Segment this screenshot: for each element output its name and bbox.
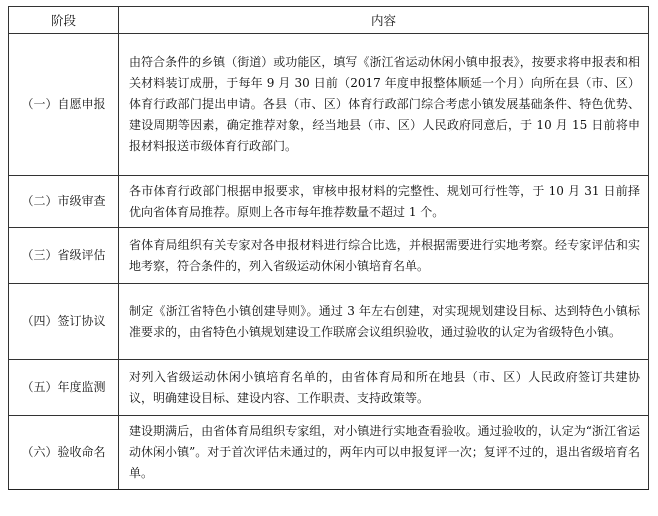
stage-cell: （五）年度监测 bbox=[9, 360, 119, 416]
content-cell: 省体育局组织有关专家对各申报材料进行综合比选，并根据需要进行实地考察。经专家评估和实地考察，符合条件的，列入省级运动休闲小镇培育名单。 bbox=[119, 228, 649, 284]
table-row bbox=[9, 360, 649, 416]
content-cell: 对列入省级运动休闲小镇培育名单的，由省体育局和所在地县（市、区）人民政府签订共建协议，明确建设目标、建设内容、工作职责、支持政策等。 bbox=[119, 360, 649, 416]
content-cell: 建设期满后，由省体育局组织专家组，对小镇进行实地查看验收。通过验收的，认定为“浙江省运动休闲小镇”。对于首次评估未通过的，两年内可以申报复评一次；复评不过的，退出省级培育名单。 bbox=[119, 416, 649, 490]
table-row bbox=[9, 284, 649, 360]
stage-cell: （四）签订协议 bbox=[9, 284, 119, 360]
process-table bbox=[8, 6, 649, 490]
content-cell: 各市体育行政部门根据申报要求，审核申报材料的完整性、规划可行性等，于 10 月 31 日前择优向省体育局推荐。原则上各市每年推荐数量不超过 1 个。 bbox=[119, 176, 649, 228]
table-row bbox=[9, 416, 649, 490]
stage-cell: （一）自愿申报 bbox=[9, 34, 119, 176]
process-table-container bbox=[8, 6, 648, 490]
table-row bbox=[9, 176, 649, 228]
content-cell: 制定《浙江省特色小镇创建导则》。通过 3 年左右创建，对实现规划建设目标、达到特色小镇标准要求的，由省特色小镇规划建设工作联席会议组织验收，通过验收的认定为省级特色小镇。 bbox=[119, 284, 649, 360]
stage-cell: （二）市级审查 bbox=[9, 176, 119, 228]
table-header-row bbox=[9, 7, 649, 34]
table-row bbox=[9, 228, 649, 284]
stage-cell: （三）省级评估 bbox=[9, 228, 119, 284]
content-cell: 由符合条件的乡镇（街道）或功能区，填写《浙江省运动休闲小镇申报表》，按要求将申报表和相关材料装订成册，于每年 9 月 30 日前（2017 年度申报整体顺延一个月）向所在县（市、区）体育行政部门提出申请。各县（市、区）体育行政部门综合考虑小镇发展基础条件、特色优势、建设周期等因素，确定推荐对象，经当地县（市、区）人民政府同意后，于 10 月 15 日前将申报材料报送市级体育行政部门。 bbox=[119, 34, 649, 176]
stage-cell: （六）验收命名 bbox=[9, 416, 119, 490]
table-row bbox=[9, 34, 649, 176]
header-content: 内容 bbox=[119, 7, 649, 34]
header-stage: 阶段 bbox=[9, 7, 119, 34]
